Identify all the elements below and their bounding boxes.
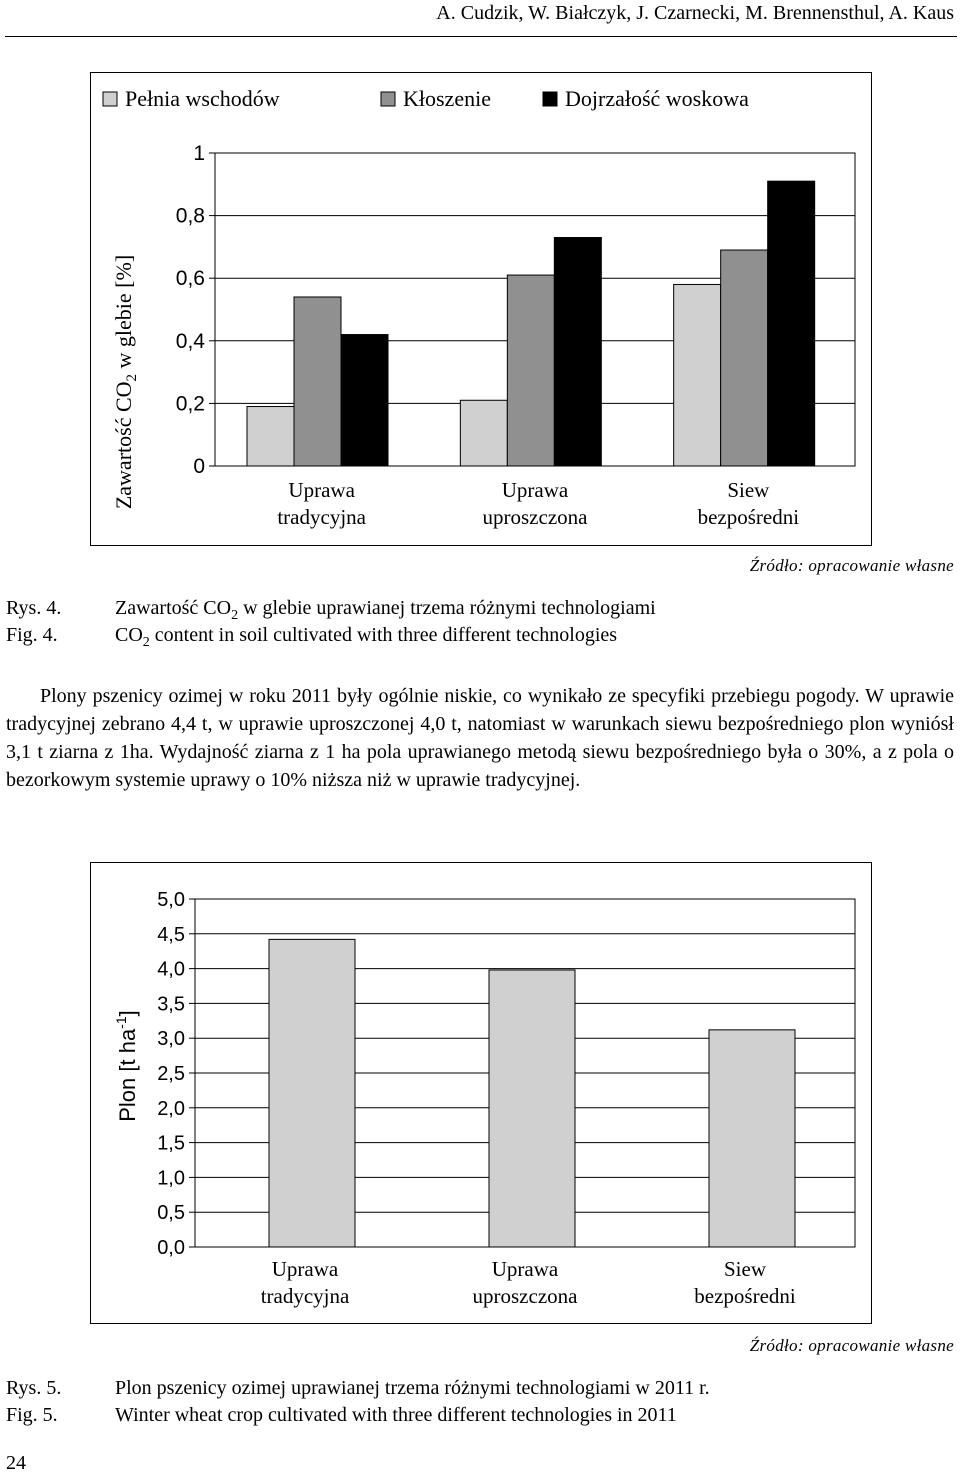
- category-label: Uprawa: [501, 478, 569, 502]
- figure-4-caption-en: $CO_2$ content in soil cultivated with three different technologies: [115, 624, 618, 650]
- figure-4-svg: [91, 73, 871, 545]
- y-tick-label: 0,0: [157, 1237, 185, 1259]
- legend-label-2: Kłoszenie: [403, 86, 491, 111]
- y-tick-label: 5,0: [157, 889, 185, 911]
- figure-5-y-axis-label: Plon [t $ha^{-1}$]: [113, 1010, 140, 1122]
- category-label: Uprawa: [288, 478, 355, 502]
- y-tick-label: 4,0: [157, 958, 185, 981]
- figure-5-svg: [91, 863, 871, 1323]
- bar-3-2: [554, 238, 601, 466]
- bar-2-3: [721, 250, 768, 466]
- category-label: Uprawa: [491, 1257, 559, 1281]
- bar-3-1: [341, 335, 388, 466]
- legend-swatch-1: [103, 92, 117, 106]
- figure-5-caption-pl: Plon pszenicy ozimej uprawianej trzema różnymi technologiami w 2011 r.: [115, 1377, 710, 1399]
- figure-5-caption-pl-label: Rys. 5.: [6, 1377, 62, 1399]
- y-tick-label: 1,5: [157, 1132, 185, 1155]
- category-label: tradycyjna: [277, 505, 366, 529]
- body-paragraph: Plony pszenicy ozimej w roku 2011 były ogólnie niskie, co wynikało ze specyfiki przebiegu pogody. W uprawie tradycyjnej zebrano 4,4 t, w uprawie uproszczonej 4,0 t, natomiast w warunkach siewu bezpośredniego plon wyniósł 3,1 t ziarna z 1ha. Wydajność ziarna z 1 ha pola uprawianego metodą siewu bezpośredniego była o 30%, a z pola o bezorkowym systemie uprawy o 10% niższa niż w uprawie tradycyjnej.: [6, 685, 954, 791]
- y-tick-label: 0,6: [175, 267, 205, 291]
- category-label: uproszczona: [482, 505, 588, 529]
- legend-swatch-3: [543, 92, 557, 106]
- y-tick-label: 2,0: [157, 1097, 185, 1120]
- y-tick-label: 4,5: [157, 923, 185, 946]
- category-label: Uprawa: [271, 1257, 339, 1281]
- bar-1-1: [269, 939, 355, 1247]
- bar-1-2: [460, 400, 507, 466]
- figure-4-caption-en-label: Fig. 4.: [6, 624, 58, 646]
- y-tick-label: 0,5: [157, 1202, 185, 1225]
- page-number: 24: [6, 1452, 26, 1474]
- bar-1-3: [709, 1030, 795, 1247]
- y-tick-label: 1,0: [157, 1167, 185, 1190]
- figure-4-y-axis-label: Zawartość $CO_2$ w glebie [%]: [111, 254, 140, 510]
- bar-1-3: [674, 284, 721, 466]
- figure-5-caption-en: Winter wheat crop cultivated with three different technologies in 2011: [115, 1404, 677, 1426]
- figure-4-chart: [90, 72, 872, 546]
- figure-5-source: Źródło: opracowanie własne: [749, 1336, 954, 1355]
- bar-1-2: [489, 970, 575, 1247]
- y-tick-label: 2,5: [157, 1063, 185, 1085]
- legend-swatch-2: [381, 92, 395, 106]
- category-label: Siew: [727, 478, 770, 502]
- category-label: tradycyjna: [260, 1284, 350, 1308]
- figure-5-chart: [90, 862, 872, 1324]
- y-tick-label: 0,8: [175, 204, 205, 228]
- bar-1-1: [247, 407, 294, 466]
- category-label: bezpośredni: [697, 505, 800, 529]
- running-header: A. Cudzik, W. Białczyk, J. Czarnecki, M. Brennensthul, A. Kaus: [436, 2, 954, 24]
- y-tick-label: 1: [193, 142, 205, 165]
- y-tick-label: 0,2: [175, 392, 205, 416]
- bar-2-1: [294, 297, 341, 466]
- bar-2-2: [507, 275, 554, 466]
- y-tick-label: 0: [193, 455, 205, 478]
- figure-4-source: Źródło: opracowanie własne: [749, 556, 954, 575]
- figure-4-caption-pl-label: Rys. 4.: [6, 597, 62, 619]
- figure-5-caption-en-label: Fig. 5.: [6, 1404, 58, 1426]
- category-label: bezpośredni: [694, 1284, 796, 1308]
- figure-4-caption-pl: Zawartość $CO_2$ w glebie uprawianej trzema różnymi technologiami: [115, 597, 656, 623]
- y-tick-label: 3,5: [157, 993, 185, 1016]
- category-label: uproszczona: [472, 1284, 578, 1308]
- bar-3-3: [768, 181, 815, 466]
- y-tick-label: 0,4: [175, 329, 205, 353]
- legend-label-1: Pełnia wschodów: [125, 86, 280, 111]
- header-rule: [5, 36, 957, 37]
- category-label: Siew: [724, 1257, 766, 1281]
- y-tick-label: 3,0: [157, 1028, 185, 1051]
- legend-label-3: Dojrzałość woskowa: [565, 86, 749, 111]
